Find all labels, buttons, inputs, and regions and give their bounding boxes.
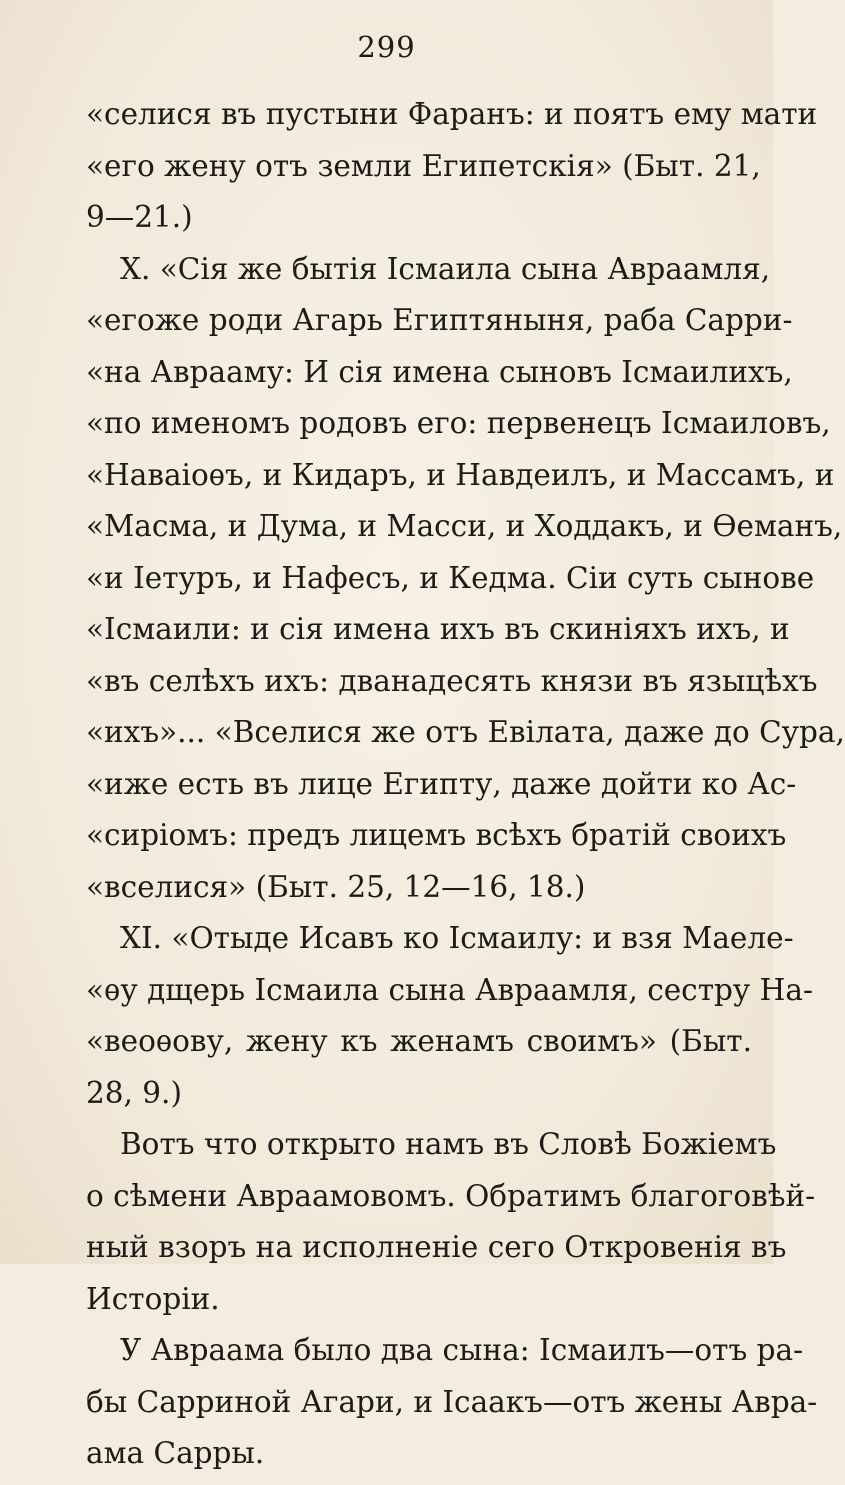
text-line: «по именомъ родовъ его: первенецъ Iсмаиловъ,: [86, 406, 831, 440]
text-line: X. «Сія же бытія Iсмаила сына Авраамля,: [120, 251, 771, 286]
text-line: ный взоръ на исполненіе сего Откровенія въ: [86, 1230, 787, 1264]
page-number: 299: [357, 30, 416, 64]
text-line: Вотъ что открыто намъ въ Словѣ Божіемъ: [120, 1127, 777, 1161]
text-line: «иже есть въ лице Египту, даже дойти ко Ас-: [86, 766, 797, 801]
text-line: «на Аврааму: И сія имена сыновъ Iсмаилихъ,: [86, 354, 793, 389]
text-line: «сиріомъ: предъ лицемъ всѣхъ братій своихъ: [86, 818, 787, 852]
text-line: «вселися» (Быт. 25, 12—16, 18.): [86, 869, 586, 904]
text-line: бы Сарриной Агари, и Iсаакъ—отъ жены Авра-: [86, 1384, 818, 1419]
text-line: «ихъ»... «Вселися же отъ Евiлата, даже до Сура,: [86, 715, 845, 749]
text-line: «Наваiоѳъ, и Кидаръ, и Навдеилъ, и Массамъ, и: [86, 457, 835, 492]
text-line: «его жену отъ земли Египетскія» (Быт. 21,: [86, 148, 761, 183]
text-line: ама Сарры.: [86, 1436, 265, 1470]
text-line: «и Iетуръ, и Нафесъ, и Кедма. Сiи суть сынове: [86, 560, 815, 595]
text-line: «въ селѣхъ ихъ: двaнадесять князи въ языцѣхъ: [86, 663, 818, 698]
text-line: «селися въ пустыни Фаранъ: и поятъ ему мати: [86, 97, 818, 131]
text-line: 28, 9.): [86, 1075, 182, 1110]
text-line: «Iсмаили: и сія имена ихъ въ скиніяхъ ихъ, и: [86, 612, 790, 646]
text-line: Исторіи.: [86, 1281, 220, 1316]
text-line: 9—21.): [86, 200, 193, 234]
text-line: «Масма, и Дума, и Масси, и Ходдакъ, и Ѳеманъ,: [86, 509, 843, 543]
text-line: «егоже роди Агарь Египтяныня, раба Сарри-: [86, 303, 793, 337]
text-line: о сѣмени Авраамовомъ. Обратимъ благоговѣй-: [86, 1178, 816, 1213]
text-line: «веоѳову, жену къ женамъ своимъ» (Быт.: [86, 1024, 752, 1058]
body-text: [86, 94, 845, 1485]
text-line: XI. «Отыде Исавъ ко Iсмаилу: и взя Маеле-: [120, 921, 794, 955]
text-line: У Авраама было два сына: Iсмаилъ—отъ ра-: [120, 1333, 804, 1367]
text-line: «ѳу дщерь Iсмаила сына Авраамля, сестру На-: [86, 972, 813, 1007]
